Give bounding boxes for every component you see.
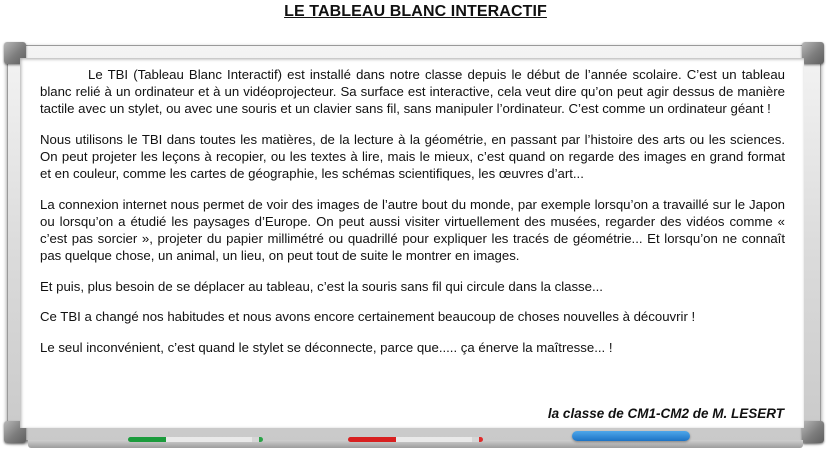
- paragraph-internet: La connexion internet nous permet de voir des images de l’autre bout du monde, par exemple lorsqu’on a travaillé sur le Japon ou lorsqu’on a étudié les paysages d’Europe. On peut aussi visiter virtuellement des musées, regarder des vidéos comme « c’est pas sorcier », projeter du papier millimétré ou quadrillé pour expliquer les tracés de géométrie... Et lorsqu’on ne connaît pas quelque chose, un animal, un lieu, on peut tout de suite le montrer en images.: [40, 196, 785, 264]
- green-marker-icon: [128, 437, 263, 442]
- paragraph-wireless-mouse: Et puis, plus besoin de se déplacer au tableau, c’est la souris sans fil qui circule dans la classe...: [40, 278, 603, 294]
- paragraph-inconvenience: Le seul inconvénient, c’est quand le stylet se déconnecte, parce que..... ça énerve la maîtresse... !: [40, 339, 613, 355]
- paragraph-intro: Le TBI (Tableau Blanc Interactif) est installé dans notre classe depuis le début de l’année scolaire. C’est un tableau blanc relié à un ordinateur et à un vidéoprojecteur. Sa surface est interactive, cela veut dire qu’on peut agir dessus de manière tactile avec un stylet, ou avec une souris et un clavier sans fil, sans manipuler l’ordinateur. C’est comme un ordinateur géant !: [40, 67, 785, 117]
- paragraph-habits: Ce TBI a changé nos habitudes et nous avons encore certainement beaucoup de choses nouvelles à découvrir !: [40, 309, 696, 325]
- eraser-icon: [572, 431, 690, 441]
- signature: la classe de CM1-CM2 de M. LESERT: [547, 406, 784, 421]
- frame-corner-top-right: [802, 42, 824, 64]
- red-marker-icon: [348, 437, 483, 442]
- frame-corner-bottom-right: [802, 421, 824, 443]
- article-body: [40, 66, 785, 369]
- paragraph-subjects: Nous utilisons le TBI dans toutes les matières, de la lecture à la géométrie, en passant par l’histoire des arts ou les sciences. On peut projeter les leçons à recopier, ou les textes à lire, mais le mieux, c’est quand on regarde des images en grand format et en couleur, comme les cartes de géographie, les schémas scientifiques, les œuvres d’art...: [40, 131, 785, 182]
- page-title: LE TABLEAU BLANC INTERACTIF: [284, 3, 547, 20]
